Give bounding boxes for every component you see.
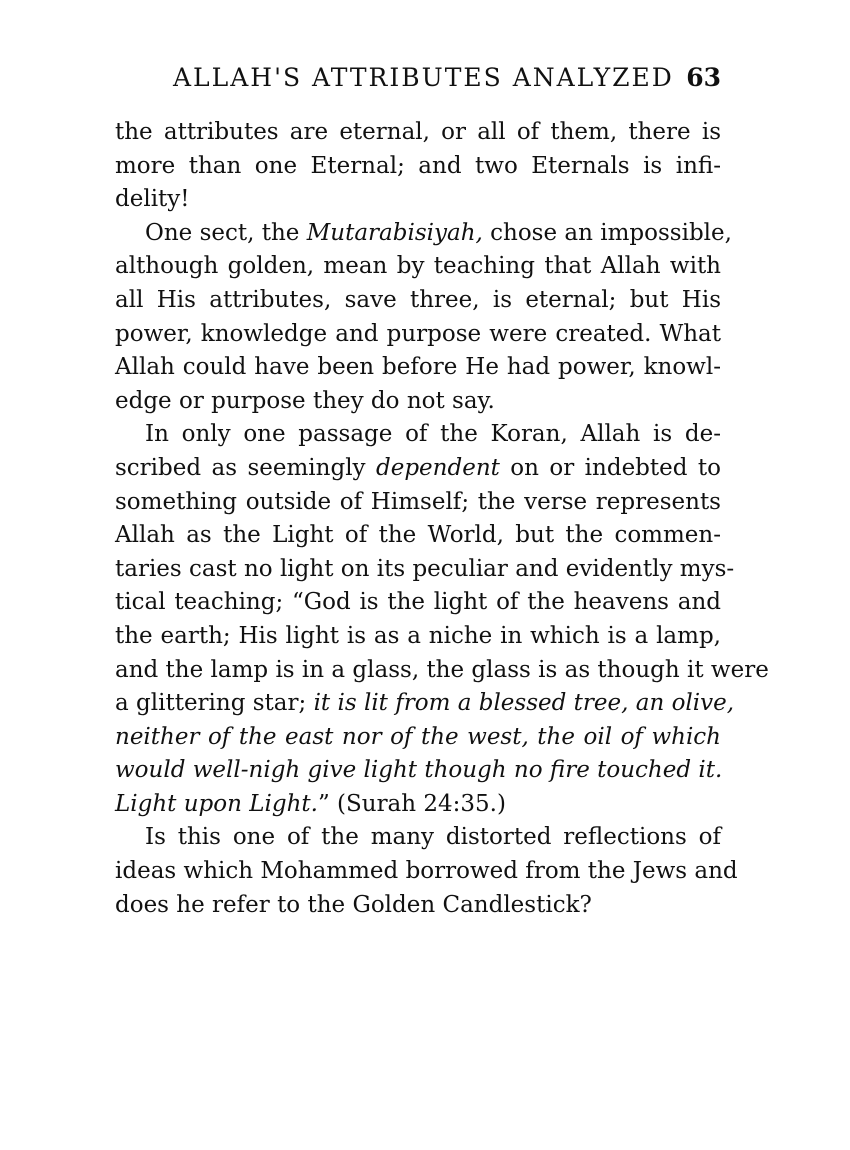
text-line — [115, 116, 721, 150]
italic-text: neither of the east nor of the west, the oil of which — [115, 723, 721, 750]
text-line — [115, 351, 721, 385]
text-line — [115, 889, 721, 923]
text-line — [115, 654, 769, 688]
text-segment: In only one passage of the Koran, Allah is de- — [145, 421, 721, 448]
text-line — [115, 721, 721, 755]
text-line — [115, 553, 735, 587]
book-page — [115, 62, 769, 922]
text-line — [115, 284, 721, 318]
text-line — [115, 385, 721, 419]
text-segment: Allah as the Light of the World, but the commen- — [115, 522, 721, 549]
body-text — [115, 116, 769, 922]
text-segment: Is this one of the many distorted reflections of — [145, 824, 721, 851]
text-segment: ideas which Mohammed borrowed from the Jews and — [115, 858, 738, 885]
text-line — [115, 452, 721, 486]
text-segment: Allah could have been before He had power, knowl- — [115, 354, 721, 381]
text-segment: a glittering star; — [115, 690, 314, 717]
text-line — [115, 586, 721, 620]
italic-text: it is lit from a blessed tree, an olive, — [313, 690, 735, 717]
italic-text: Mutarabisiyah, — [306, 219, 483, 246]
text-segment: power, knowledge and purpose were created. What — [115, 320, 721, 347]
text-line — [115, 250, 721, 284]
running-title: ALLAH'S ATTRIBUTES ANALYZED — [173, 63, 674, 92]
text-segment: taries cast no light on its peculiar and evidently mys- — [115, 555, 735, 582]
text-line — [115, 418, 721, 452]
text-line — [115, 183, 721, 217]
italic-text: dependent — [376, 454, 500, 481]
page-number: 63 — [686, 63, 721, 92]
text-line — [115, 318, 721, 352]
text-segment: One sect, the — [145, 219, 307, 246]
text-line — [115, 788, 721, 822]
text-line — [115, 519, 721, 553]
text-line — [115, 150, 721, 184]
running-head — [115, 62, 721, 102]
text-line — [115, 821, 721, 855]
text-segment: and the lamp is in a glass, the glass is as though it were — [115, 656, 769, 683]
italic-text: Light upon Light. — [115, 790, 318, 817]
text-segment: the earth; His light is as a niche in which is a lamp, — [115, 622, 721, 649]
text-line — [115, 486, 721, 520]
text-segment: something outside of Himself; the verse represents — [115, 488, 721, 515]
text-line — [115, 855, 738, 889]
text-line — [115, 687, 735, 721]
text-segment: chose an impossible, — [482, 219, 732, 246]
text-segment: on or indebted to — [499, 454, 722, 481]
text-segment: scribed as seemingly — [115, 454, 376, 481]
text-segment: although golden, mean by teaching that Allah with — [115, 253, 721, 280]
text-segment: edge or purpose they do not say. — [115, 387, 495, 414]
text-segment: all His attributes, save three, is eternal; but His — [115, 286, 721, 313]
text-segment: more than one Eternal; and two Eternals is infi- — [115, 152, 721, 179]
text-line — [115, 217, 732, 251]
text-segment: does he refer to the Golden Candlestick? — [115, 891, 592, 918]
text-line — [115, 754, 721, 788]
text-line — [115, 620, 721, 654]
italic-text: would well-nigh give light though no fire touched it. — [115, 757, 723, 784]
text-segment: the attributes are eternal, or all of them, there is — [115, 119, 721, 145]
text-segment: ” (Surah 24:35.) — [317, 790, 506, 817]
text-segment: tical teaching; “God is the light of the heavens and — [115, 589, 721, 616]
text-segment: delity! — [115, 186, 190, 213]
